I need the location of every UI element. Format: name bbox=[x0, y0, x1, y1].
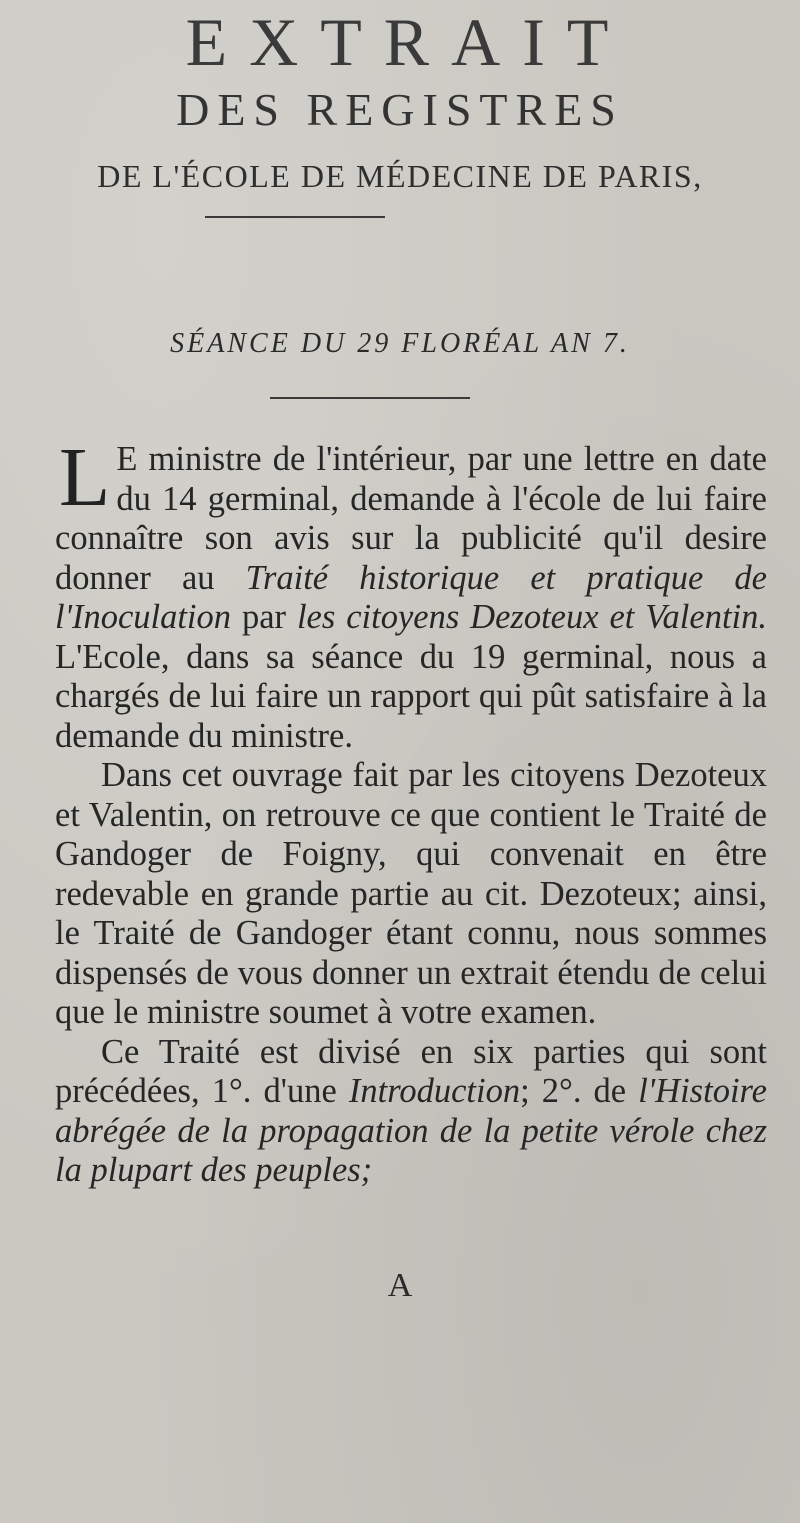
divider-rule bbox=[205, 216, 385, 218]
paragraph: L E ministre de l'intérieur, par une lettre en date du 14 germinal, demande à l'école de lui faire connaître son avis sur la publicité qu'il desire donner au Traité historique et pratique de l'Inoculation par les citoyens Dezoteux et Valentin. L'Ecole, dans sa séance du 19 germinal, nous a chargés de lui faire un rapport qui pût satisfaire à la demande du ministre. bbox=[55, 431, 767, 755]
document-title: EXTRAIT bbox=[185, 4, 631, 80]
paragraph: Dans cet ouvrage fait par les citoyens Dezoteux et Valentin, on retrouve ce que contient le Traité de Gandoger de Foigny, qui convenait en être redevable en grande partie au cit. Dezoteux; ainsi, le Traité de Gandoger étant connu, nous sommes dispensés de vous donner un extrait étendu de celui que le ministre soumet à votre examen. bbox=[55, 756, 767, 1031]
signature-mark: A bbox=[387, 1267, 413, 1304]
drop-cap: L bbox=[59, 431, 111, 524]
paragraph: Ce Traité est divisé en six parties qui sont précédées, 1°. d'une Introduction; 2°. de l'Histoire abrégée de la propagation de la petite vérole chez la plupart des peuples; bbox=[55, 1032, 767, 1189]
body-text bbox=[55, 431, 767, 1191]
institution-name: DE L'ÉCOLE DE MÉDECINE DE PARIS, bbox=[97, 158, 703, 194]
divider-rule bbox=[270, 397, 470, 399]
document-subtitle: DES REGISTRES bbox=[176, 84, 624, 135]
session-heading: SÉANCE DU 29 FLORÉAL AN 7. bbox=[170, 328, 630, 359]
